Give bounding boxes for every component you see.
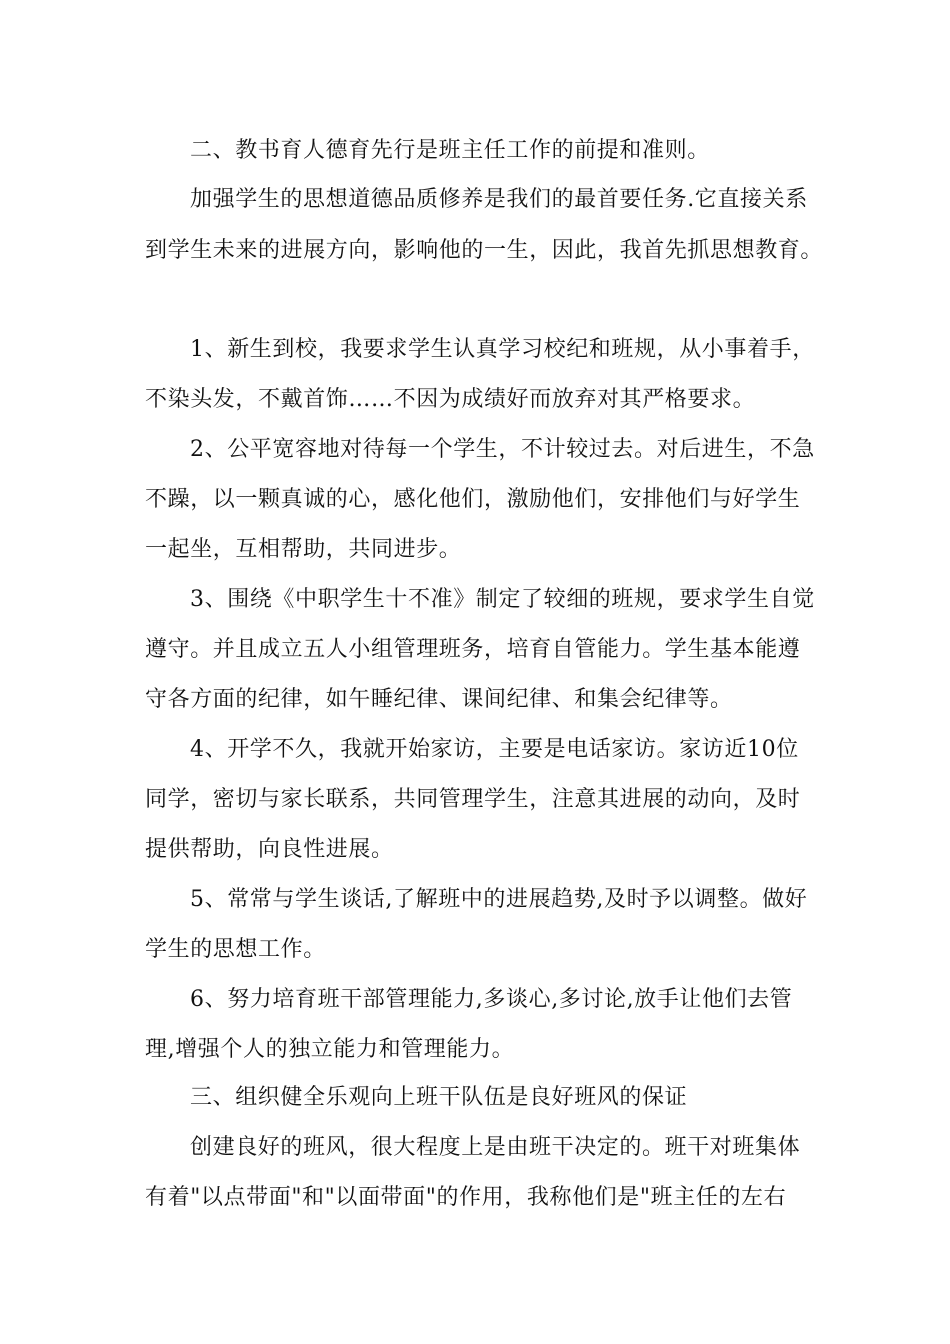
paragraph-line: 一起坐，互相帮助，共同进步。 — [145, 537, 462, 562]
paragraph-line: 创建良好的班风，很大程度上是由班干决定的。班干对班集体 — [190, 1135, 801, 1160]
list-item-3: 3、围绕《中职学生十不准》制定了较细的班规，要求学生自觉 — [190, 587, 815, 612]
list-item-5: 5、常常与学生谈话,了解班中的进展趋势,及时予以调整。做好 — [190, 887, 808, 912]
paragraph-line: 有着"以点带面"和"以面带面"的作用，我称他们是"班主任的左右 — [145, 1185, 787, 1210]
paragraph-line: 不染头发，不戴首饰……不因为成绩好而放弃对其严格要求。 — [145, 387, 756, 412]
paragraph-line: 同学，密切与家长联系，共同管理学生，注意其进展的动向，及时 — [145, 787, 801, 812]
paragraph-line: 提供帮助，向良性进展。 — [145, 837, 394, 862]
list-item-4: 4、开学不久，我就开始家访，主要是电话家访。家访近10位 — [190, 737, 799, 762]
paragraph-line: 守各方面的纪律，如午睡纪律、课间纪律、和集会纪律等。 — [145, 687, 733, 712]
paragraph-line: 到学生未来的进展方向，影响他的一生，因此，我首先抓思想教育。 — [145, 238, 824, 263]
paragraph-line: 不躁，以一颗真诚的心，感化他们，激励他们，安排他们与好学生 — [145, 487, 801, 512]
section-heading-3: 三、组织健全乐观向上班干队伍是良好班风的保证 — [190, 1085, 688, 1110]
list-item-2: 2、公平宽容地对待每一个学生，不计较过去。对后进生，不急 — [190, 437, 815, 462]
list-item-6: 6、努力培育班干部管理能力,多谈心,多讨论,放手让他们去管 — [190, 987, 793, 1012]
paragraph-line: 学生的思想工作。 — [145, 937, 326, 962]
paragraph-line: 遵守。并且成立五人小组管理班务，培育自管能力。学生基本能遵 — [145, 637, 801, 662]
paragraph-line: 加强学生的思想道德品质修养是我们的最首要任务.它直接关系 — [190, 187, 808, 212]
list-item-1: 1、新生到校，我要求学生认真学习校纪和班规，从小事着手， — [190, 337, 815, 362]
section-heading-2: 二、教书育人德育先行是班主任工作的前提和准则。 — [190, 138, 710, 163]
paragraph-line: 理,增强个人的独立能力和管理能力。 — [145, 1037, 515, 1062]
